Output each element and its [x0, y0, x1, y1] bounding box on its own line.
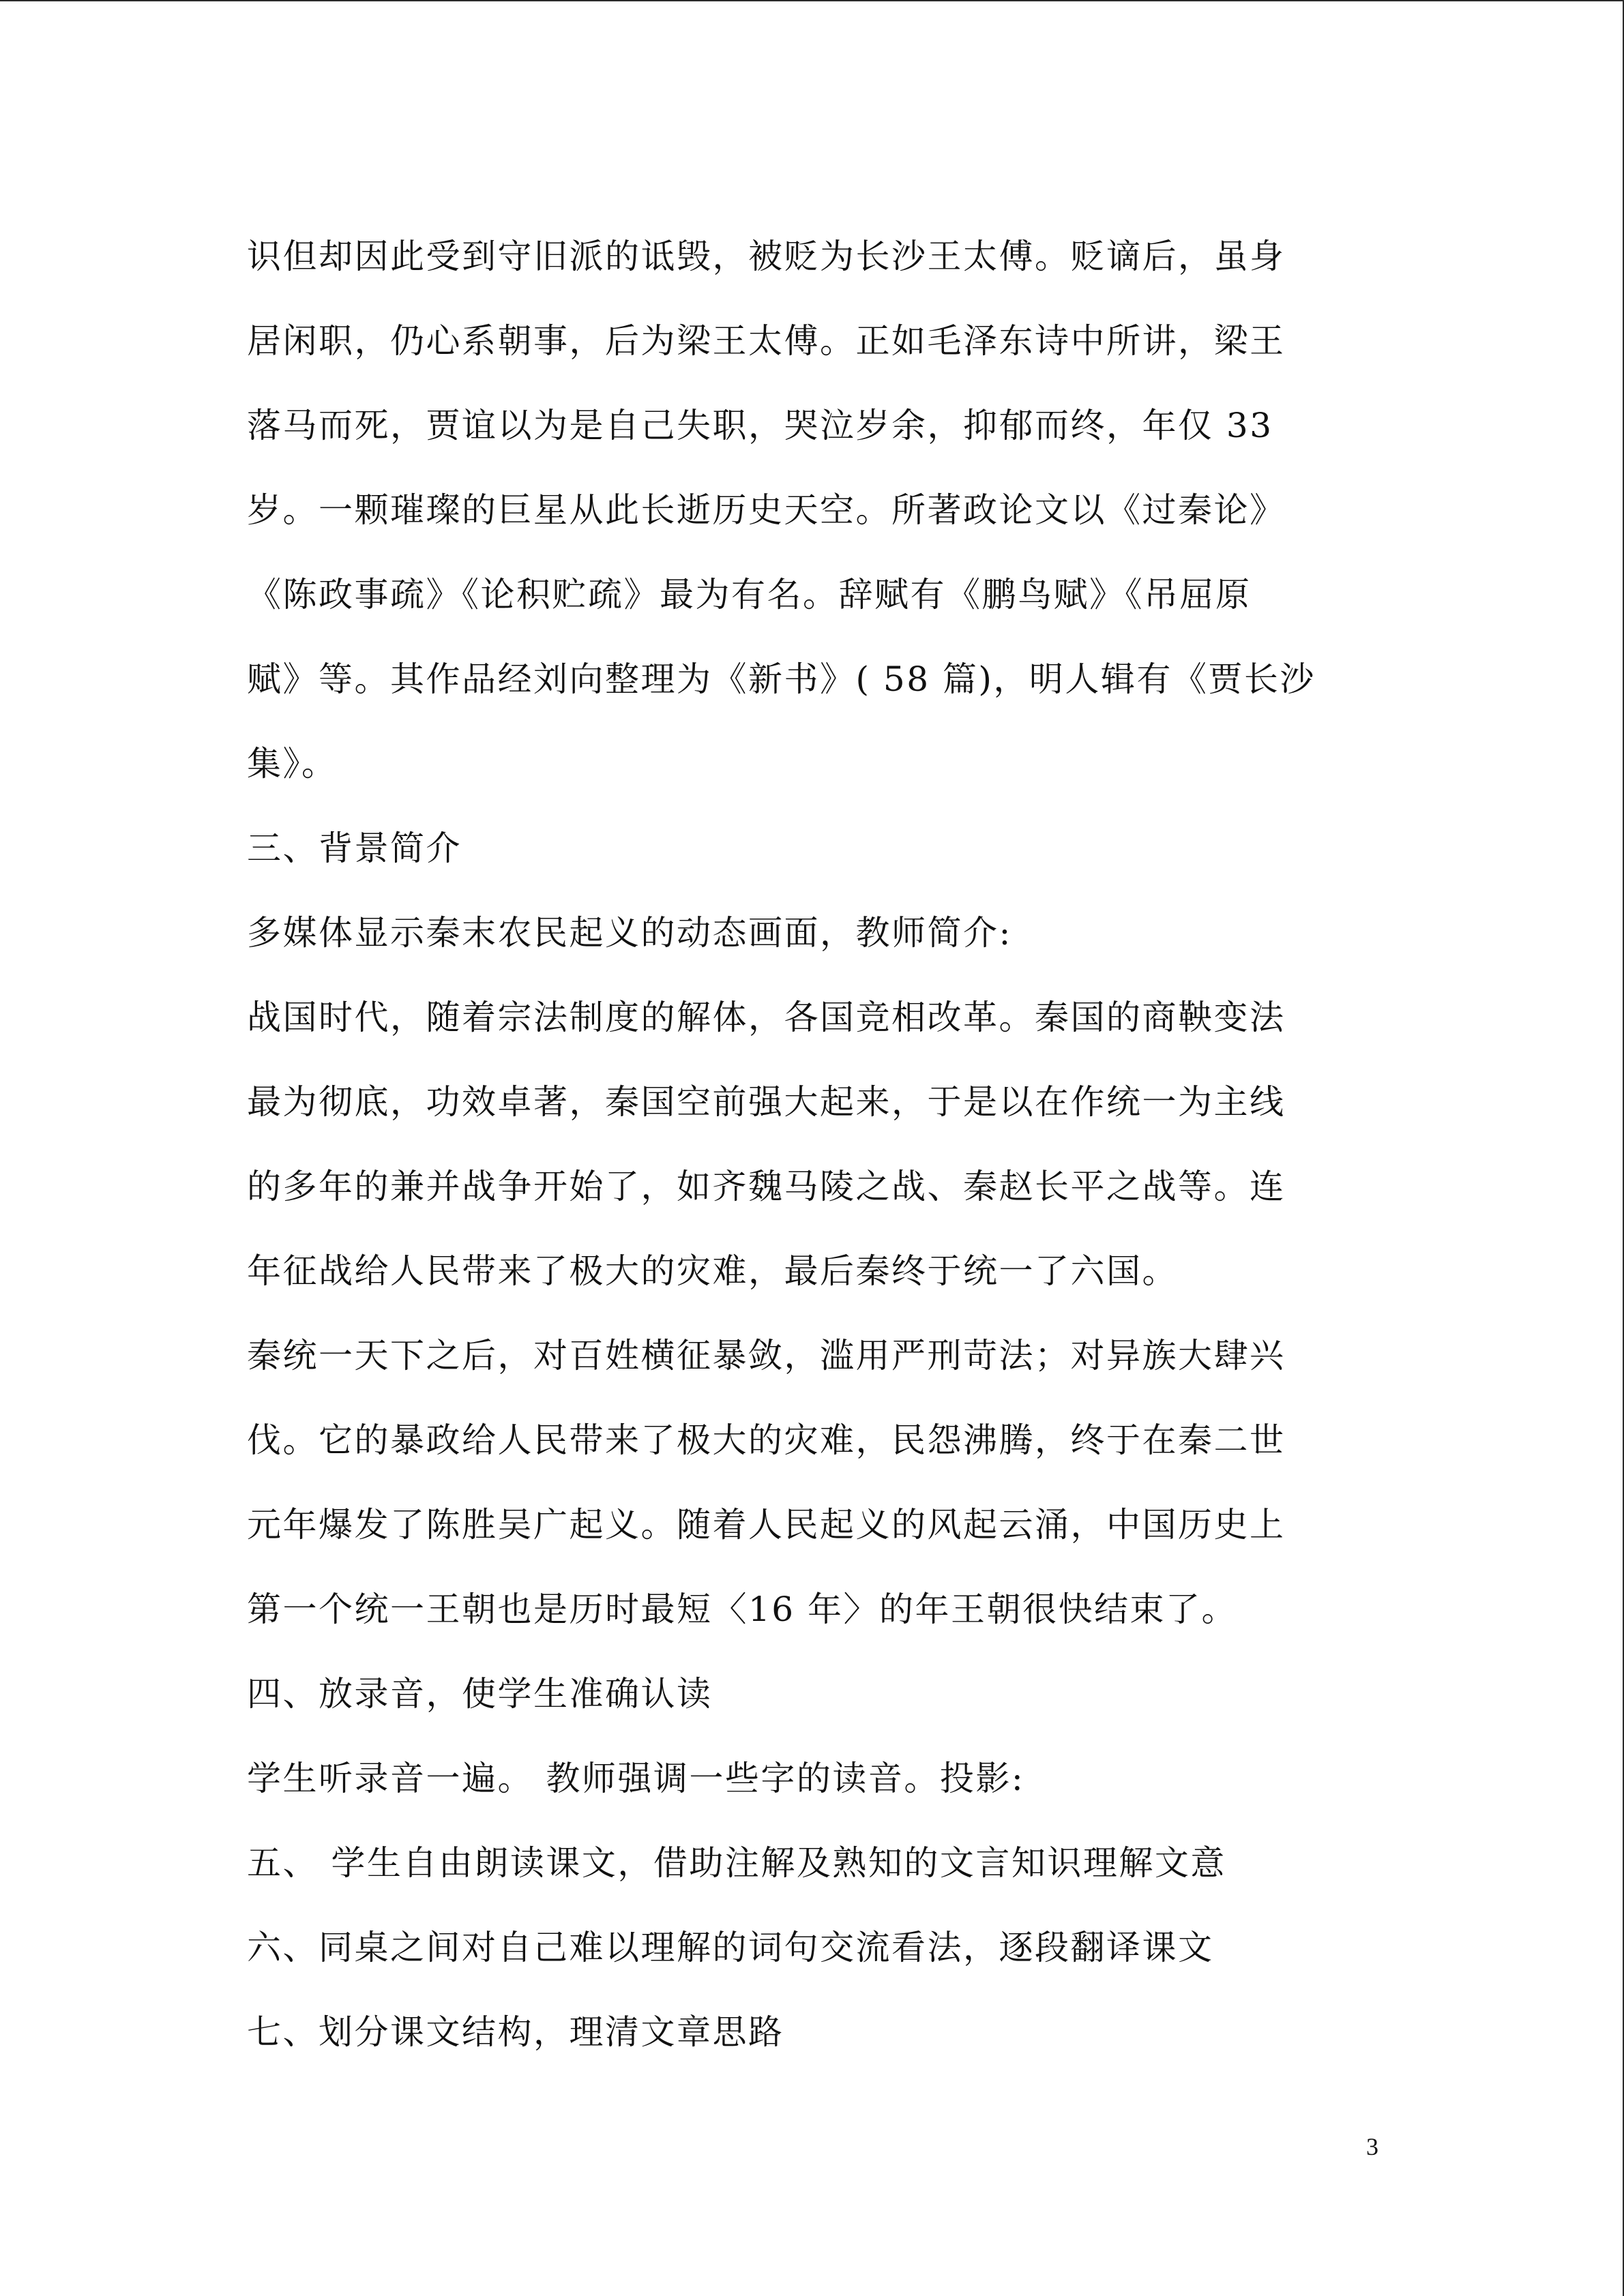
section-heading-structure: 七、划分课文结构，理清文章思路: [247, 2012, 784, 2052]
body-line: 第一个统一王朝也是历时最短〈16 年〉的年王朝很快结束了。: [247, 1590, 1238, 1629]
section-heading-background: 三、背景简介: [247, 829, 462, 868]
body-line: 元年爆发了陈胜吴广起义。随着人民起义的风起云涌，中国历史上: [247, 1505, 1286, 1545]
body-line: 伐。它的暴政给人民带来了极大的灾难，民怨沸腾，终于在秦二世: [247, 1420, 1286, 1460]
body-line: 落马而死，贾谊以为是自己失职，哭泣岁余，抑郁而终，年仅 33: [247, 406, 1273, 445]
body-line: 岁。一颗璀璨的巨星从此长逝历史天空。所著政论文以《过秦论》: [247, 490, 1286, 530]
body-line: 的多年的兼并战争开始了，如齐魏马陵之战、秦赵长平之战等。连: [247, 1167, 1286, 1206]
document-body: [247, 214, 1379, 2074]
body-line: 秦统一天下之后，对百姓横征暴敛，滥用严刑苛法；对异族大肆兴: [247, 1336, 1286, 1375]
body-line: 识但却因此受到守旧派的诋毁，被贬为长沙王太傅。贬谪后，虽身: [247, 237, 1286, 276]
body-line: 赋》等。其作品经刘向整理为《新书》( 58 篇)，明人辑有《贾长沙: [247, 659, 1316, 699]
section-heading-recording: 四、放录音，使学生准确认读: [247, 1674, 713, 1714]
body-line: 居闲职，仍心系朝事，后为梁王太傅。正如毛泽东诗中所讲，梁王: [247, 321, 1286, 361]
body-line: 最为彻底，功效卓著，秦国空前强大起来，于是以在作统一为主线: [247, 1082, 1286, 1122]
body-line: 集》。: [247, 744, 338, 784]
body-line: 《陈政事疏》《论积贮疏》最为有名。辞赋有《鹏鸟赋》《吊屈原: [247, 575, 1252, 614]
section-heading-reading: 五、 学生自由朗读课文，借助注解及熟知的文言知识理解文意: [247, 1843, 1226, 1883]
body-line: 多媒体显示秦末农民起义的动态画面，教师简介:: [247, 913, 1012, 953]
body-line: 学生听录音一遍。 教师强调一些字的读音。投影:: [247, 1759, 1025, 1798]
body-line: 战国时代，随着宗法制度的解体，各国竞相改革。秦国的商鞅变法: [247, 998, 1286, 1037]
body-line: 年征战给人民带来了极大的灾难，最后秦终于统一了六国。: [247, 1251, 1178, 1291]
page-top-border: [0, 0, 1624, 1]
section-heading-discussion: 六、同桌之间对自己难以理解的词句交流看法，逐段翻译课文: [247, 1928, 1214, 1967]
page-number: 3: [1366, 2133, 1378, 2160]
